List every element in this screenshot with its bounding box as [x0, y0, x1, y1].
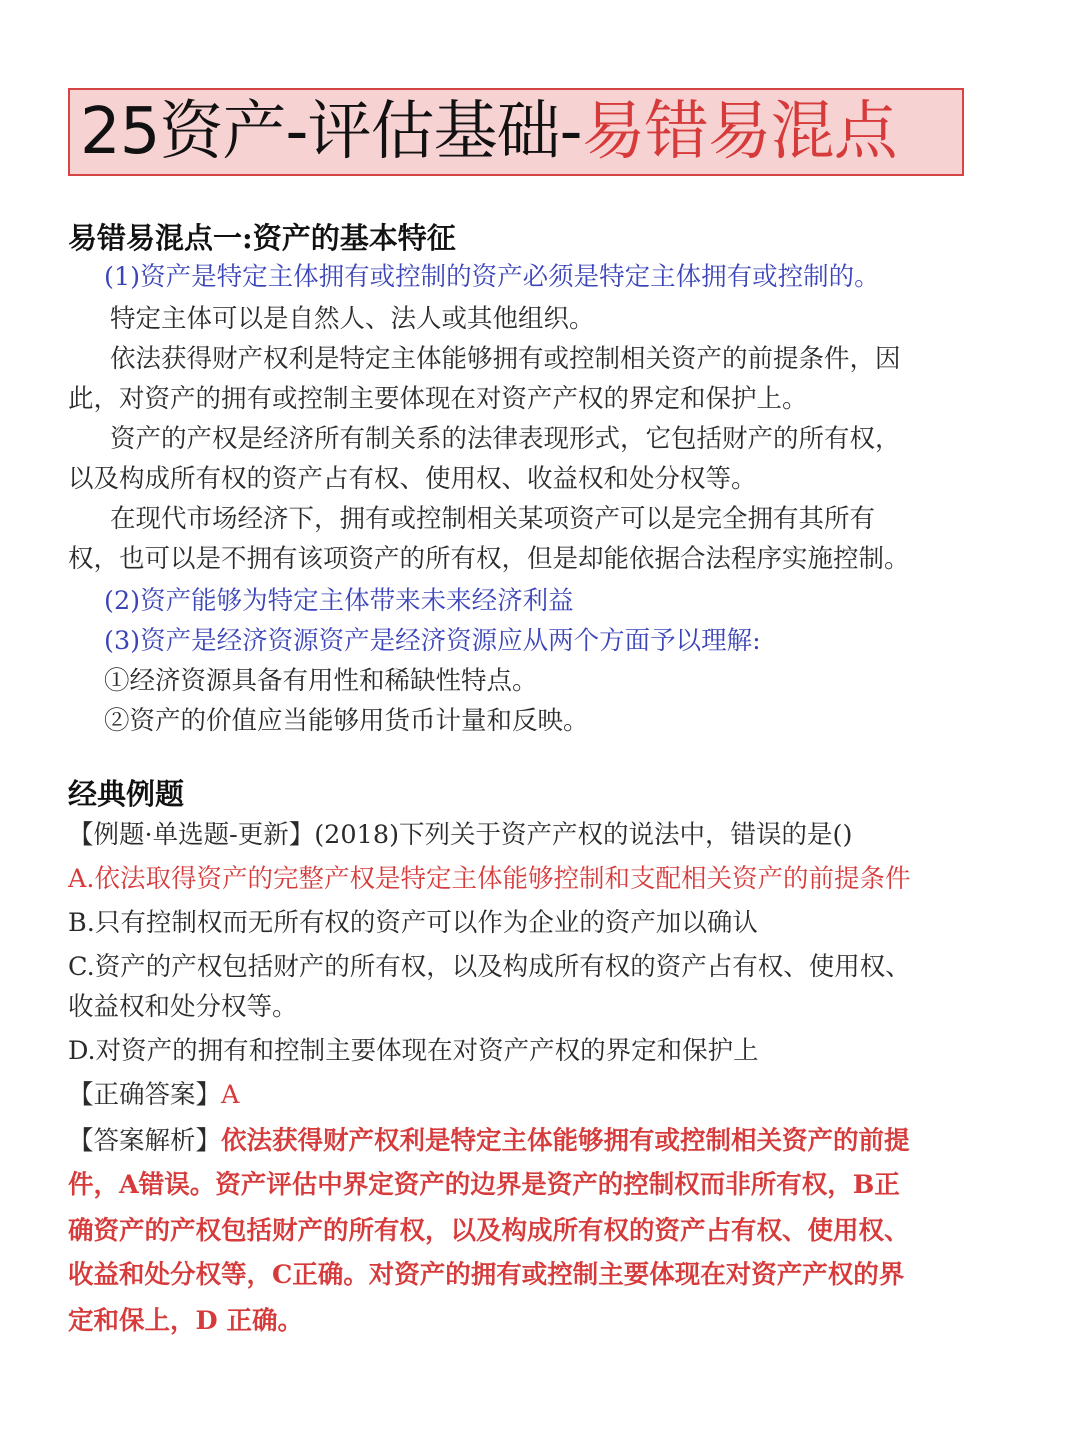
title-highlight-text: 易错易混点	[581, 95, 897, 169]
paragraph-line: 资产的产权是经济所有制关系的法律表现形式，它包括财产的所有权，	[110, 424, 901, 454]
paragraph-line: 在现代市场经济下，拥有或控制相关某项资产可以是完全拥有其所有	[110, 504, 876, 534]
answer-label: 【正确答案】	[68, 1080, 222, 1110]
answer-value: A	[221, 1080, 240, 1110]
sub-point-1: ①经济资源具备有用性和稀缺性特点。	[104, 666, 538, 696]
correct-answer	[68, 1078, 239, 1112]
analysis-line: 确资产的产权包括财产的所有权，以及构成所有权的资产占有权、使用权、	[68, 1216, 910, 1246]
answer-analysis	[68, 1124, 910, 1158]
title-main-text: 25资产-评估基础-	[80, 95, 582, 169]
section1-heading: 易错易混点一:资产的基本特征	[68, 221, 456, 255]
section2-heading: 经典例题	[68, 777, 185, 811]
analysis-line: 收益和处分权等，C正确。对资产的拥有或控制主要体现在对资产产权的界	[68, 1260, 905, 1290]
option-b: B.只有控制权而无所有权的资产可以作为企业的资产加以确认	[68, 908, 758, 938]
point-1: (1)资产是特定主体拥有或控制的资产必须是特定主体拥有或控制的。	[104, 262, 880, 292]
paragraph-line: 以及构成所有权的资产占有权、使用权、收益权和处分权等。	[68, 464, 757, 494]
paragraph-line: 权，也可以是不拥有该项资产的所有权，但是却能依据合法程序实施控制。	[68, 544, 910, 574]
point-2: (2)资产能够为特定主体带来未来经济利益	[104, 586, 574, 616]
paragraph-line: 依法获得财产权利是特定主体能够拥有或控制相关资产的前提条件，因	[110, 344, 901, 374]
option-d: D.对资产的拥有和控制主要体现在对资产产权的界定和保护上	[68, 1036, 759, 1066]
example-question: 【例题·单选题-更新】(2018)下列关于资产产权的说法中，错误的是()	[68, 820, 853, 850]
paragraph-line: 特定主体可以是自然人、法人或其他组织。	[110, 304, 595, 334]
option-a: A.依法取得资产的完整产权是特定主体能够控制和支配相关资产的前提条件	[68, 864, 911, 894]
option-c-continued: 收益权和处分权等。	[68, 992, 298, 1022]
option-c: C.资产的产权包括财产的所有权，以及构成所有权的资产占有权、使用权、	[68, 952, 911, 982]
sub-point-2: ②资产的价值应当能够用货币计量和反映。	[104, 706, 589, 736]
page-title	[68, 88, 964, 176]
point-3: (3)资产是经济资源资产是经济资源应从两个方面予以理解:	[104, 626, 761, 656]
analysis-label: 【答案解析】	[68, 1126, 222, 1156]
analysis-line: 定和保上，D 正确。	[68, 1306, 303, 1336]
analysis-line: 件，A错误。资产评估中界定资产的边界是资产的控制权而非所有权，B正	[68, 1170, 900, 1200]
paragraph-line: 此，对资产的拥有或控制主要体现在对资产产权的界定和保护上。	[68, 384, 808, 414]
analysis-line: 依法获得财产权利是特定主体能够拥有或控制相关资产的前提	[221, 1126, 910, 1156]
